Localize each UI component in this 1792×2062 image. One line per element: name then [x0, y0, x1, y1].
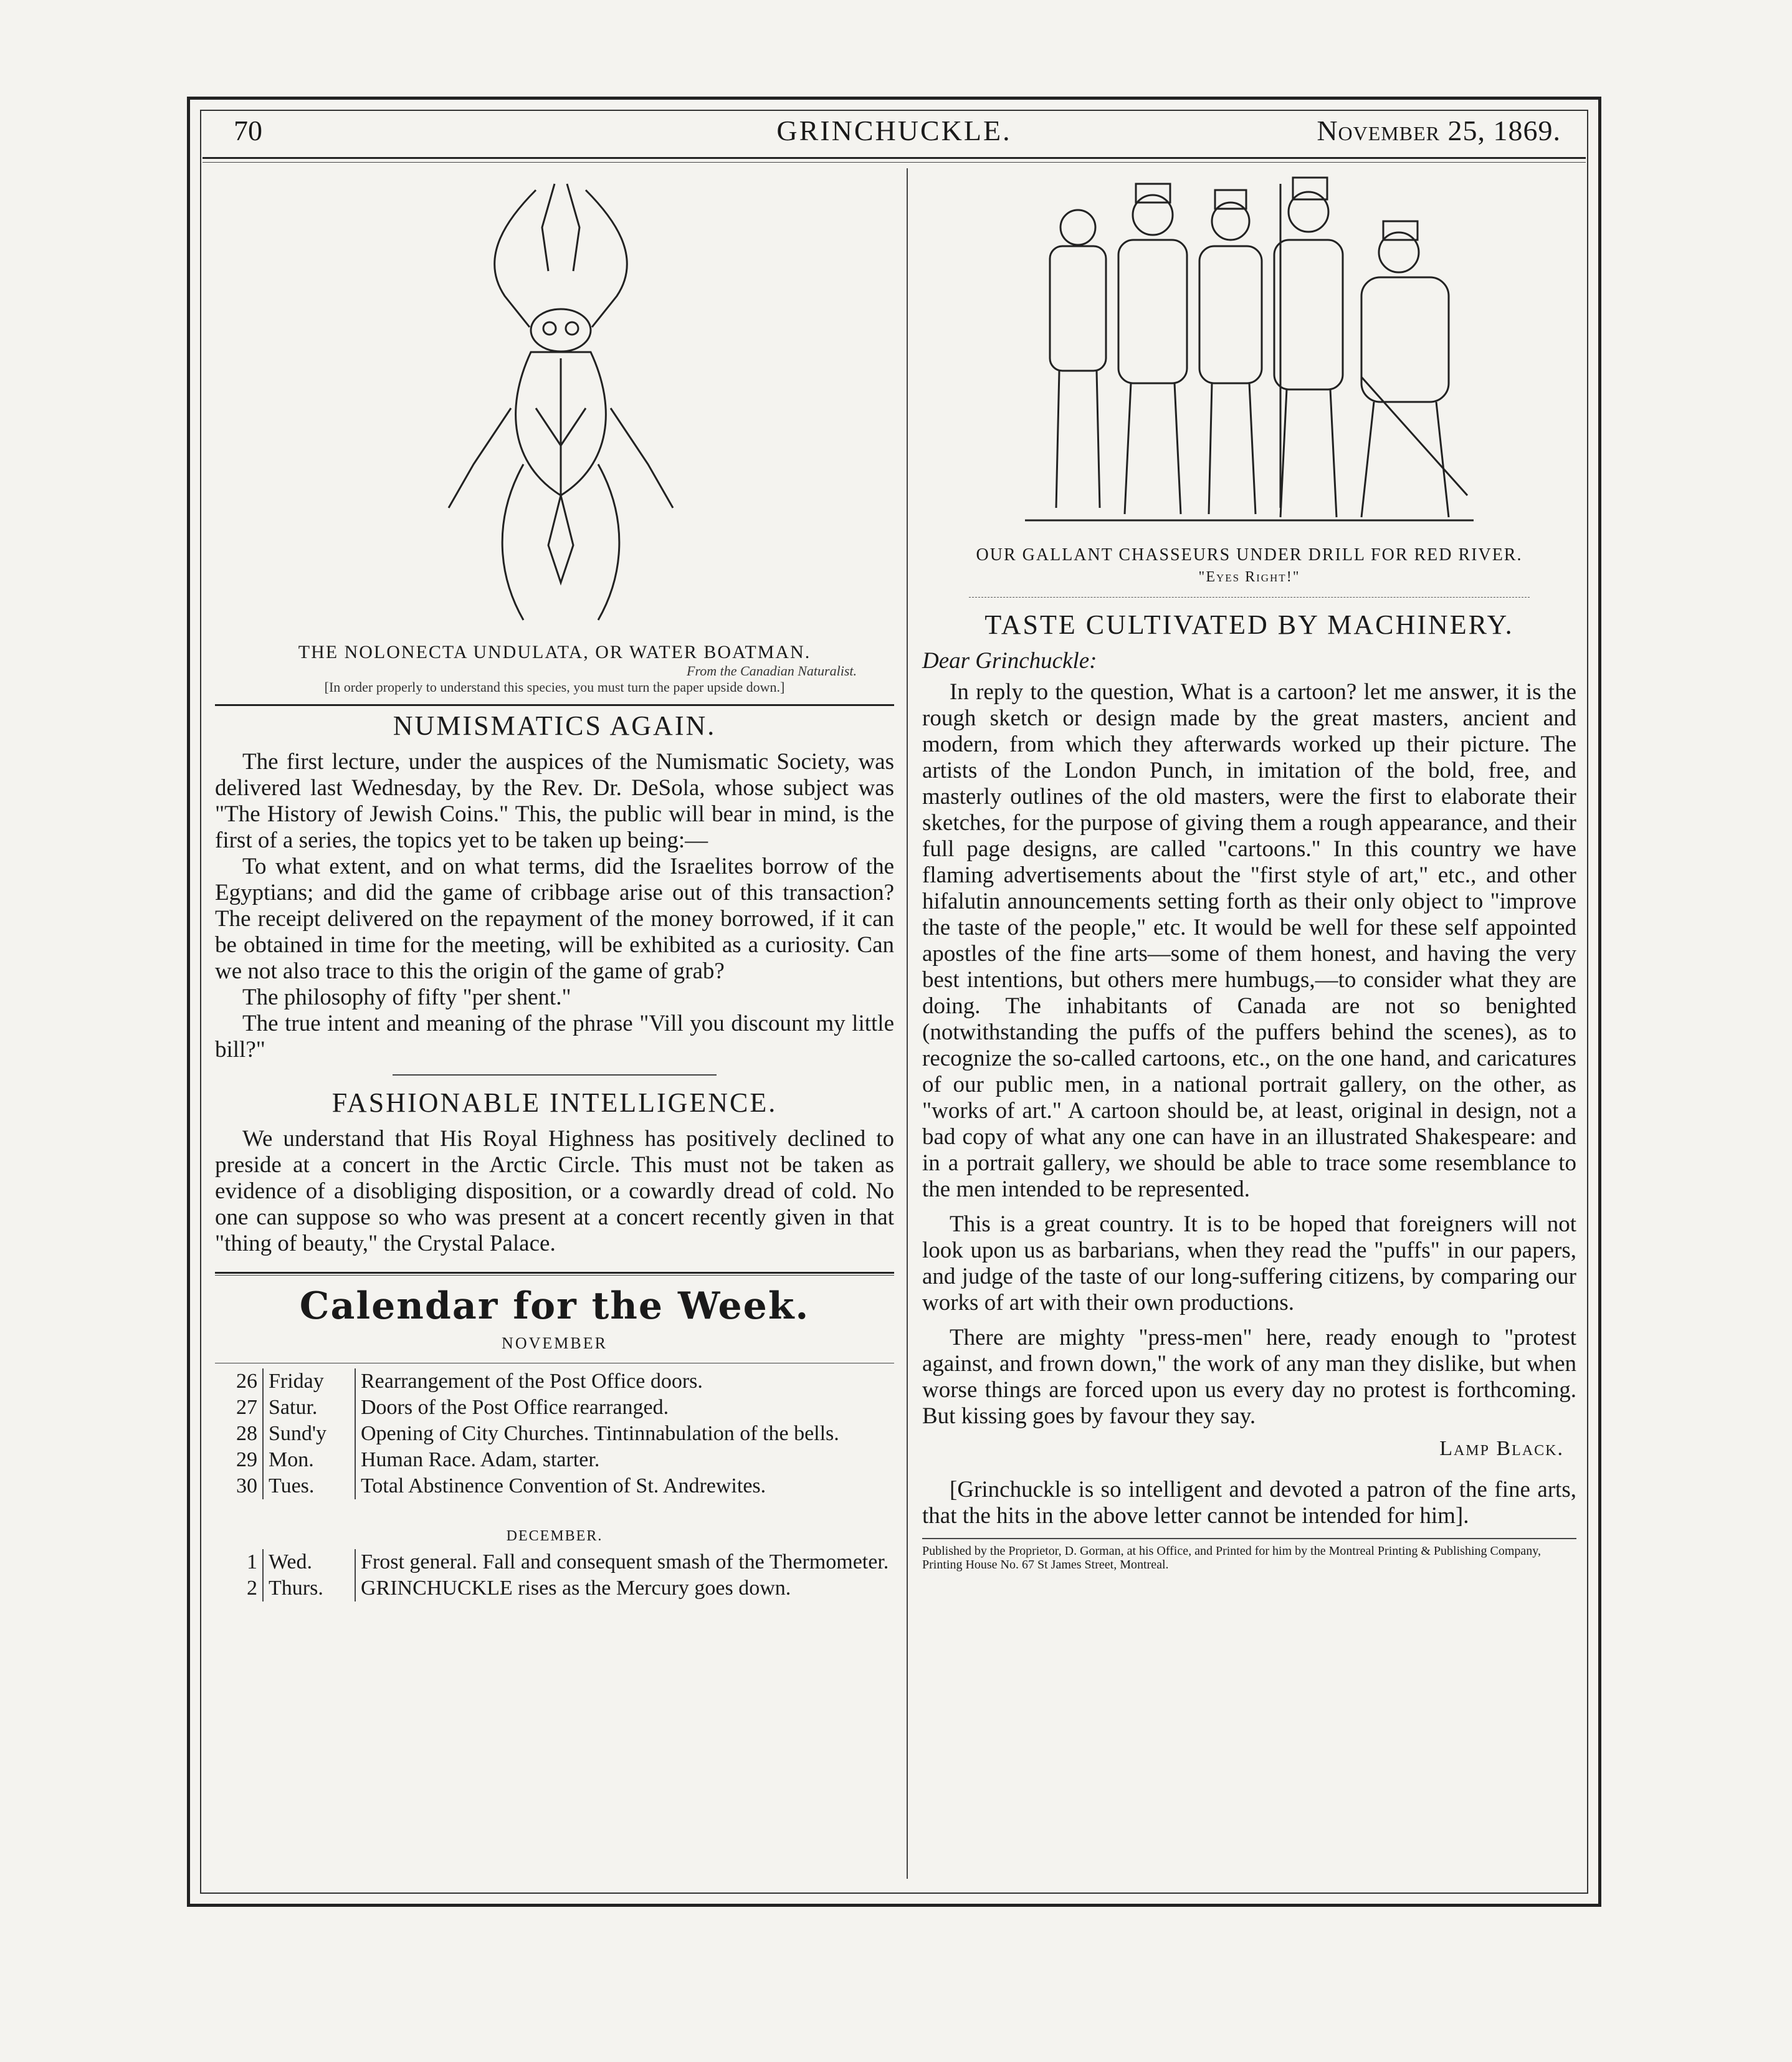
calendar-entry: Doors of the Post Office rearranged. — [361, 1396, 669, 1419]
calendar-entry: Opening of City Churches. Tintinnabulation of the bells. — [361, 1422, 839, 1445]
numismatics-paragraph-1: The first lecture, under the auspices of the Numismatic Society, was delivered last Wednesday, by the Rev. Dr. DeSola, whose subject was "The History of Jewish Coins." This, the public will bear in mind, is the first of a series, the topics yet to be taken up being:— — [215, 749, 894, 853]
calendar-date: 2 — [247, 1577, 257, 1600]
issue-date: November 25, 1869. — [1317, 115, 1561, 146]
water-boatman-source: From the Canadian Naturalist. — [687, 663, 857, 679]
calendar-entry: Frost general. Fall and consequent smash of the Thermometer. — [361, 1550, 889, 1573]
fashionable-title: FASHIONABLE INTELLIGENCE. — [331, 1087, 778, 1118]
numismatics-paragraph-4: The true intent and meaning of the phrase "Vill you discount my little bill?" — [215, 1011, 894, 1062]
water-boatman-drawing — [380, 171, 729, 642]
taste-paragraph-1: In reply to the question, What is a cartoon? let me answer, it is the rough sketch or design made by the great masters, ancient and modern, from which they afterwards worked up their picture. The artists of the London Punch, in imitation of the bold, free, and masterly outlines of the old masters, were the first to elaborate their sketches, for the purpose of giving them a rough appearance, and their full page designs, are called "cartoons." In this country we have flaming advertisements about the "first style of art," etc., and other hifalutin announcements setting forth as their only object to "improve the taste of the people," etc. It would be well for these self appointed apostles of the fine arts—some of them honest, and having the very best intentions, but others mere humbugs,—to consider what they are doing. The inhabitants of Canada are not so benighted (notwithstanding the puffs of the puffers behind the scenes), as to recognize the so-called cartoons, etc., on the one hand, and caricatures of our public men, in a national portrait gallery, on the other, as "works of art." A cartoon should be, at least, original in design, not a bad copy of what any one can have in an illustrated Shakespeare: and in a portrait gallery, we should be able to trace some resemblance to the men intended to be represented. — [922, 679, 1576, 1202]
left-column — [215, 171, 894, 1601]
calendar-entry: Human Race. Adam, starter. — [361, 1448, 600, 1471]
calendar-entry: GRINCHUCKLE rises as the Mercury goes down. — [361, 1577, 791, 1600]
editor-note: [Grinchuckle is so intelligent and devoted a patron of the fine arts, that the hits in the above letter cannot be intended for him]. — [922, 1477, 1576, 1529]
calendar-row — [215, 1421, 894, 1447]
calendar-date: 28 — [236, 1422, 257, 1445]
calendar-day: Thurs. — [263, 1575, 355, 1601]
calendar-entry: Rearrangement of the Post Office doors. — [361, 1370, 703, 1393]
calendar-row — [215, 1549, 894, 1575]
calendar-day: Mon. — [263, 1447, 355, 1473]
section-rule-2 — [393, 1074, 717, 1076]
calendar-row — [215, 1575, 894, 1601]
calendar-day: Tues. — [263, 1473, 355, 1499]
calendar-day: Wed. — [263, 1549, 355, 1575]
header-rule — [203, 157, 1586, 159]
numismatics-title: NUMISMATICS AGAIN. — [393, 710, 717, 741]
calendar-date: 26 — [236, 1370, 257, 1393]
calendar-table — [215, 1368, 894, 1601]
calendar-rule-top — [215, 1272, 894, 1274]
taste-title: TASTE CULTIVATED BY MACHINERY. — [984, 609, 1514, 640]
taste-salutation: Dear Grinchuckle: — [922, 648, 1097, 674]
water-boatman-caption: THE NOLONECTA UNDULATA, OR WATER BOATMAN. — [298, 642, 811, 662]
calendar-entry: Total Abstinence Convention of St. Andrewites. — [361, 1474, 766, 1497]
header-rule-thin — [203, 162, 1586, 163]
water-boatman-note: [In order properly to understand this species, you must turn the paper upside down.] — [324, 679, 785, 695]
section-rule-1 — [215, 704, 894, 706]
calendar-day: Friday — [263, 1368, 355, 1395]
water-boatman-illustration — [380, 171, 729, 642]
publisher-imprint: Published by the Proprietor, D. Gorman, at his Office, and Printed for him by the Montreal Printing & Publishing Company, Printing House No. 67 St James Street, Montreal. — [922, 1538, 1576, 1572]
calendar-title: Calendar for the Week. — [299, 1284, 810, 1328]
calendar-day: Satur. — [263, 1395, 355, 1421]
calendar-row — [215, 1473, 894, 1499]
column-divider — [907, 168, 908, 1879]
letter-signature: Lamp Black. — [1439, 1437, 1564, 1460]
chasseurs-illustration — [1013, 171, 1486, 545]
calendar-date: 30 — [236, 1474, 257, 1497]
numismatics-paragraph-2: To what extent, and on what terms, did the Israelites borrow of the Egyptians; and did the game of cribbage arise out of this transaction? The receipt delivered on the repayment of the money borrowed, if it can be obtained in time for the meeting, will be exhibited as a curiosity. Can we not also trace to this the origin of the game of grab? — [215, 854, 894, 984]
calendar-date: 29 — [236, 1448, 257, 1471]
taste-paragraph-3: There are mighty "press-men" here, ready enough to "protest against, and frown down," the work of any man they dislike, but when worse things are forced upon us every day no protest is forthcoming. But kissing goes by favour they say. — [922, 1325, 1576, 1429]
chasseurs-subcaption: "Eyes Right!" — [1198, 569, 1300, 585]
calendar-rule-top-thin — [215, 1275, 894, 1276]
calendar-row — [215, 1395, 894, 1421]
calendar-month-november: NOVEMBER — [502, 1334, 608, 1352]
fashionable-paragraph: We understand that His Royal Highness has positively declined to preside at a concert in the Arctic Circle. This must not be taken as evidence of a disobliging disposition, or a cowardly dread of cold. No one can suppose so who was present at a concert recently given in that "thing of beauty," the Crystal Palace. — [215, 1126, 894, 1256]
numismatics-paragraph-3: The philosophy of fifty "per shent." — [242, 985, 571, 1010]
calendar-row — [215, 1368, 894, 1395]
calendar-day: Sund'y — [263, 1421, 355, 1447]
calendar-date: 27 — [236, 1396, 257, 1419]
calendar-row — [215, 1447, 894, 1473]
calendar-month-december: DECEMBER. — [506, 1528, 603, 1544]
masthead-title: GRINCHUCKLE. — [776, 115, 1012, 146]
chasseurs-drawing — [1013, 171, 1486, 545]
right-column — [922, 171, 1576, 1572]
page-number: 70 — [234, 115, 262, 146]
page-frame — [187, 97, 1601, 1907]
page-header — [209, 112, 1580, 150]
taste-paragraph-2: This is a great country. It is to be hoped that foreigners will not look upon us as barbarians, when they read the "puffs" in our papers, and judge of the taste of our long-suffering citizens, by comparing our works of art with their own productions. — [922, 1211, 1576, 1315]
calendar-date: 1 — [247, 1550, 257, 1573]
section-rule-right — [969, 597, 1530, 598]
chasseurs-caption: OUR GALLANT CHASSEURS UNDER DRILL FOR RED RIVER. — [976, 545, 1523, 565]
